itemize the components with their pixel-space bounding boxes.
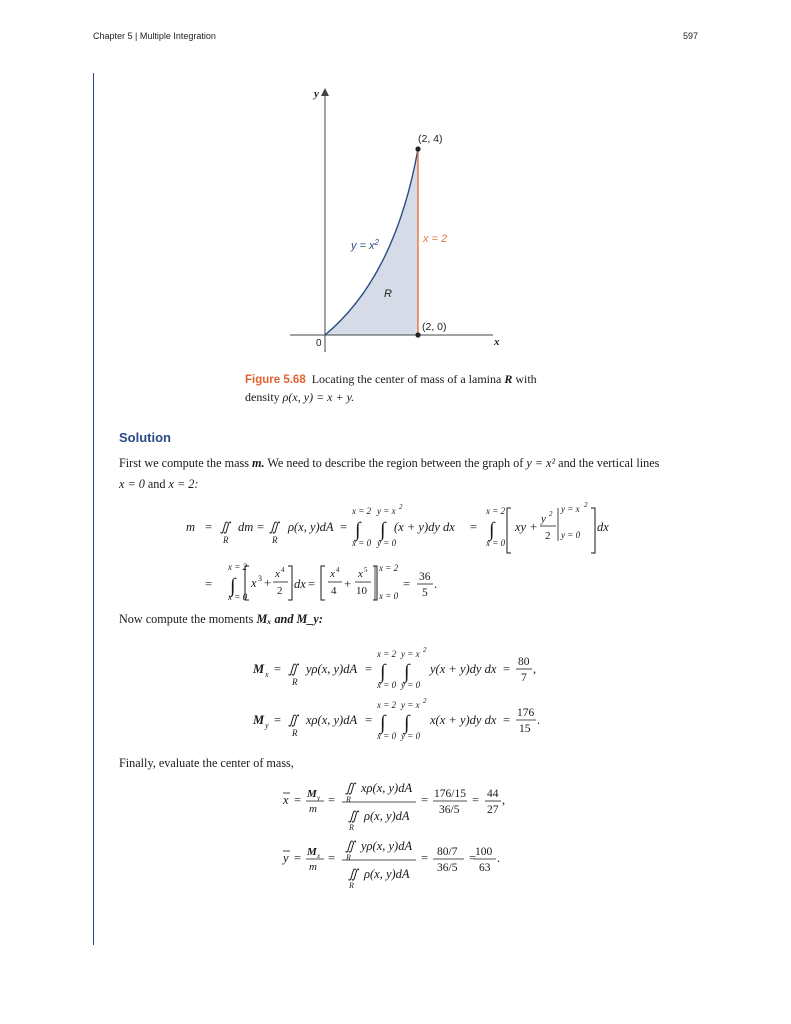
figure-label: Figure 5.68	[245, 374, 306, 386]
mx-result-den: 7	[521, 672, 527, 684]
svg-text:.: .	[497, 851, 501, 865]
svg-text:=: =	[472, 793, 480, 807]
solution-heading: Solution	[119, 430, 171, 445]
svg-text:y: y	[317, 794, 321, 802]
ybar-result-den: 63	[479, 862, 491, 874]
paragraph-center: Finally, evaluate the center of mass,	[119, 756, 294, 770]
svg-text:y = 0: y = 0	[401, 731, 421, 741]
my-result-den: 15	[519, 723, 531, 735]
svg-text:M: M	[307, 846, 317, 858]
svg-text:x: x	[330, 568, 335, 580]
svg-text:m: m	[186, 520, 196, 534]
svg-text:∫: ∫	[380, 519, 386, 541]
svg-text:4: 4	[336, 566, 340, 574]
svg-text:y = x: y = x	[377, 506, 396, 516]
mx-result-num: 80	[518, 656, 530, 668]
svg-text:=: =	[503, 662, 511, 676]
line-label: x = 2	[423, 233, 448, 245]
svg-text:xρ(x, y)dA: xρ(x, y)dA	[306, 713, 358, 727]
svg-text:=: =	[205, 520, 213, 534]
svg-text:M: M	[253, 662, 265, 676]
svg-text:=: =	[403, 577, 411, 591]
svg-text:2: 2	[545, 530, 551, 542]
svg-text:=: =	[294, 793, 302, 807]
svg-text:ρ(x, y)dA: ρ(x, y)dA	[288, 520, 334, 534]
ybar-result-num: 100	[475, 846, 493, 858]
svg-text:.: .	[537, 713, 541, 727]
ybar-frac-num: 80/7	[437, 846, 458, 858]
svg-text:x = 0: x = 0	[352, 538, 372, 548]
paragraph-mass: First we compute the mass m. We need to describe the region between the graph of y = x² and the vertical lines x = 0 and x = 2:	[119, 456, 660, 491]
svg-text:∫: ∫	[404, 712, 410, 734]
point-bottom	[415, 332, 420, 337]
svg-text:x = 0: x = 0	[377, 731, 397, 741]
svg-text:R: R	[292, 677, 298, 687]
bottom-point-label: (2, 0)	[422, 321, 447, 333]
svg-text:∫: ∫	[489, 519, 495, 541]
svg-text:2: 2	[549, 510, 553, 518]
svg-text:x = 2: x = 2	[486, 506, 506, 516]
svg-text:2: 2	[423, 697, 427, 705]
svg-text:=: =	[365, 713, 373, 727]
figure-caption: Figure 5.68 Locating the center of mass of a lamina R with density ρ(x, y) = x + y.	[245, 372, 537, 404]
svg-text:x = 2: x = 2	[228, 562, 248, 572]
svg-text:=: =	[470, 520, 478, 534]
svg-text:ρ(x, y)dA: ρ(x, y)dA	[364, 809, 410, 823]
svg-text:∫: ∫	[380, 661, 386, 683]
svg-text:∬: ∬	[288, 713, 298, 727]
svg-text:dx: dx	[294, 577, 306, 591]
svg-text:R: R	[349, 823, 354, 832]
svg-text:=: =	[503, 713, 511, 727]
svg-text:=: =	[365, 662, 373, 676]
svg-text:y: y	[265, 721, 269, 730]
svg-text:x = 0: x = 0	[486, 538, 506, 548]
svg-text:=: =	[294, 851, 302, 865]
svg-text:x: x	[265, 670, 269, 679]
svg-text:=: =	[328, 793, 336, 807]
svg-text:∬: ∬	[220, 520, 230, 534]
svg-text:x = 2: x = 2	[352, 506, 372, 516]
y-axis-label: y	[314, 88, 319, 100]
svg-text:4: 4	[331, 585, 337, 597]
ybar-frac-den: 36/5	[437, 862, 458, 874]
svg-text:2: 2	[584, 501, 588, 509]
svg-text:=: =	[274, 662, 282, 676]
svg-text:=: =	[328, 851, 336, 865]
svg-text:(x + y)dy dx: (x + y)dy dx	[394, 520, 455, 534]
svg-text:x = 0: x = 0	[379, 591, 399, 601]
svg-text:x = 2: x = 2	[377, 649, 397, 659]
curve-label: $y = x^2$	[351, 238, 379, 252]
svg-text:+: +	[264, 576, 272, 590]
svg-text:x = 0: x = 0	[377, 680, 397, 690]
svg-text:yρ(x, y)dA: yρ(x, y)dA	[306, 662, 358, 676]
svg-text:dm: dm	[238, 520, 254, 534]
svg-text:y: y	[541, 513, 546, 525]
region-label: R	[384, 288, 392, 300]
svg-text:∫: ∫	[355, 519, 361, 541]
svg-text:x = 0: x = 0	[228, 592, 248, 602]
paragraph-moments: Now compute the moments Mₓ and M_y:	[119, 612, 323, 626]
svg-text:∬: ∬	[345, 781, 355, 795]
page-number: 597	[683, 31, 699, 41]
svg-text:m: m	[309, 861, 317, 873]
region-figure	[0, 0, 791, 370]
xbar-frac-den: 36/5	[439, 804, 460, 816]
svg-text:∬: ∬	[348, 867, 358, 881]
svg-text:∫: ∫	[230, 575, 236, 597]
svg-text:m: m	[309, 803, 317, 815]
svg-text:∬: ∬	[348, 809, 358, 823]
svg-text:x = 2: x = 2	[377, 700, 397, 710]
svg-text:∫: ∫	[404, 661, 410, 683]
svg-text:y: y	[283, 851, 289, 865]
svg-text:4: 4	[281, 566, 285, 574]
svg-text:10: 10	[356, 585, 367, 597]
svg-text:R: R	[272, 535, 278, 545]
svg-text:y = 0: y = 0	[401, 680, 421, 690]
svg-text:xy +: xy +	[515, 520, 538, 534]
xbar-result-num: 44	[487, 788, 499, 800]
svg-text:R: R	[349, 881, 354, 890]
svg-text:x: x	[358, 568, 363, 580]
svg-text:x = 2: x = 2	[379, 563, 399, 573]
svg-text:,: ,	[502, 793, 506, 807]
svg-text:x(x + y)dy dx: x(x + y)dy dx	[430, 713, 497, 727]
svg-text:=: =	[469, 851, 477, 865]
svg-text:R: R	[223, 535, 229, 545]
svg-text:M: M	[253, 713, 265, 727]
svg-text:∬: ∬	[288, 662, 298, 676]
svg-text:ρ(x, y)dA: ρ(x, y)dA	[364, 867, 410, 881]
svg-text:y = x: y = x	[401, 700, 420, 710]
svg-text:xρ(x, y)dA: xρ(x, y)dA	[361, 781, 413, 795]
svg-text:y = x: y = x	[561, 504, 580, 514]
svg-text:=: =	[308, 577, 316, 591]
x-axis-label: x	[494, 336, 500, 348]
svg-text:x: x	[317, 852, 321, 860]
origin-label: 0	[316, 338, 322, 349]
svg-text:=: =	[274, 713, 282, 727]
svg-text:M: M	[307, 788, 317, 800]
svg-text:∬: ∬	[269, 520, 279, 534]
svg-text:=: =	[340, 520, 348, 534]
point-top	[415, 146, 420, 151]
svg-text:5: 5	[364, 566, 368, 574]
svg-text:2: 2	[277, 585, 283, 597]
svg-text:dx: dx	[597, 520, 609, 534]
svg-text:R: R	[292, 728, 298, 738]
svg-text:∬: ∬	[345, 839, 355, 853]
svg-text:=: =	[205, 577, 213, 591]
svg-text:.: .	[434, 577, 438, 591]
svg-text:+: +	[344, 577, 352, 591]
svg-text:2: 2	[399, 503, 403, 511]
xbar-result-den: 27	[487, 804, 499, 816]
top-point-label: (2, 4)	[418, 133, 443, 145]
xbar-frac-num: 176/15	[434, 788, 466, 800]
svg-text:,: ,	[533, 662, 537, 676]
svg-text:y = 0: y = 0	[561, 530, 581, 540]
my-result-num: 176	[517, 707, 535, 719]
svg-text:R: R	[346, 795, 351, 804]
svg-text:x: x	[251, 576, 257, 590]
svg-text:R: R	[346, 853, 351, 862]
svg-text:3: 3	[258, 574, 262, 583]
svg-text:y(x + y)dy dx: y(x + y)dy dx	[430, 662, 497, 676]
chapter-header: Chapter 5 | Multiple Integration	[93, 31, 216, 41]
svg-text:x: x	[275, 568, 280, 580]
svg-text:x: x	[283, 793, 289, 807]
svg-text:2: 2	[423, 646, 427, 654]
svg-text:=: =	[257, 520, 265, 534]
mass-result-den: 5	[422, 587, 428, 599]
svg-text:=: =	[421, 793, 429, 807]
svg-text:y = x: y = x	[401, 649, 420, 659]
svg-text:y = 0: y = 0	[377, 538, 397, 548]
svg-text:=: =	[421, 851, 429, 865]
mass-result-num: 36	[419, 571, 431, 583]
svg-text:∫: ∫	[380, 712, 386, 734]
svg-text:yρ(x, y)dA: yρ(x, y)dA	[361, 839, 413, 853]
